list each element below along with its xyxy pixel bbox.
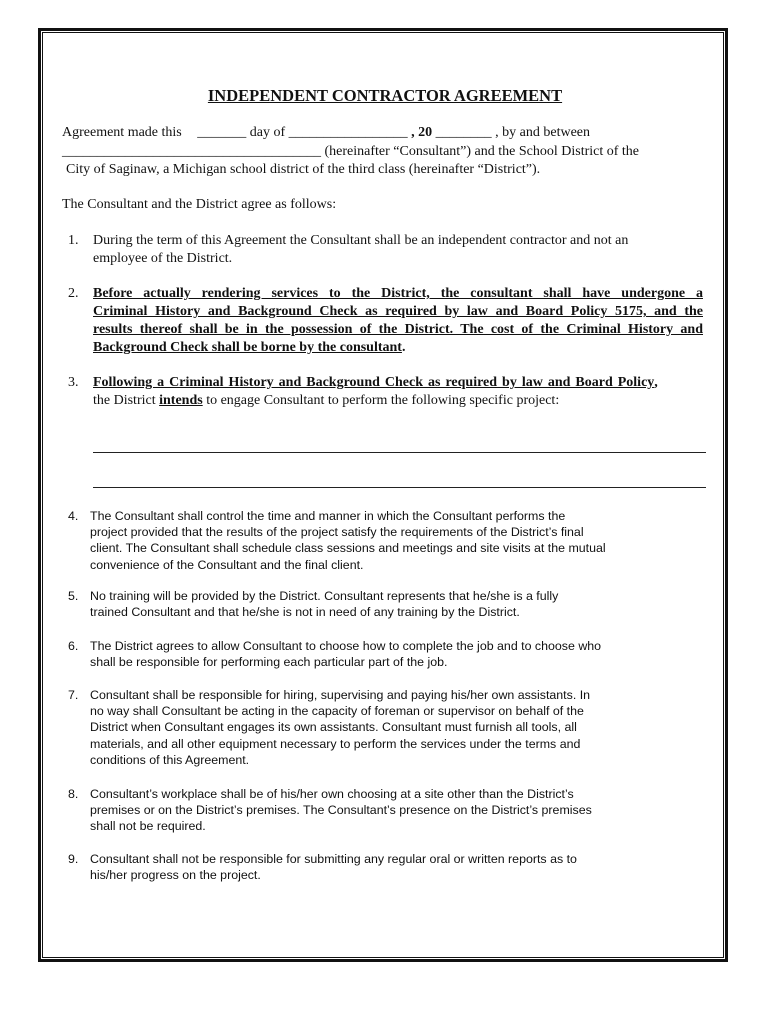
item-2-number: 2. <box>68 286 79 301</box>
item-7-text: Consultant shall be responsible for hiring, supervising and paying his/her own assistants. In no way shall Consultant be acting in the capacity of foreman or supervisor on behalf of the District when Consultant engages its own assistants. Consultant must furnish all tools, all materials, and all other equipment necessary to perform the services under the terms and conditions of this Agreement. <box>90 688 591 767</box>
item-8-text: Consultant’s workplace shall be of his/her own choosing at a site other than the District’s premises or on the District’s premises. The Consultant’s presence on the District’s premises shall not be required. <box>90 787 592 834</box>
intro-day-of: day of <box>249 125 286 140</box>
item-7-number: 7. <box>68 688 79 702</box>
blank-consultant-name-field[interactable]: _____________________________________ <box>62 144 321 159</box>
intro-hereinafter-consultant: (hereinafter “Consultant”) and the School District of the <box>324 144 640 159</box>
item-6-number: 6. <box>68 639 79 653</box>
item-9-text: Consultant shall not be responsible for submitting any regular oral or written reports as to his/her progress on the project. <box>90 852 577 883</box>
intro-comma-20: , 20 <box>411 125 433 140</box>
item-1-text: During the term of this Agreement the Consultant shall be an independent contractor and not an employee of the District. <box>93 233 629 266</box>
intro-line-1 <box>62 124 590 142</box>
item-9-number: 9. <box>68 852 79 866</box>
item-4-number: 4. <box>68 509 79 523</box>
intro-line-2 <box>62 143 639 161</box>
item-8-number: 8. <box>68 787 79 801</box>
item-1-number: 1. <box>68 233 79 248</box>
document-title: INDEPENDENT CONTRACTOR AGREEMENT <box>207 86 563 105</box>
project-description-line-2[interactable] <box>93 487 706 488</box>
blank-day-field[interactable]: _______ <box>197 125 247 140</box>
item-5-text: No training will be provided by the District. Consultant represents that he/she is a fully trained Consultant and that he/she is not in need of any training by the District. <box>90 589 559 620</box>
item-3-number: 3. <box>68 375 79 390</box>
project-description-line-1[interactable] <box>93 452 706 453</box>
item-6-text: The District agrees to allow Consultant to choose how to complete the job and to choose who shall be responsible for performing each particular part of the job. <box>90 639 602 670</box>
blank-year-field[interactable]: ________ <box>435 125 492 140</box>
intro-by-between: , by and between <box>495 125 590 140</box>
item-5-number: 5. <box>68 589 79 603</box>
item-4-text: The Consultant shall control the time and manner in which the Consultant performs the project provided that the results of the project satisfy the requirements of the District’s final client. The Consultant shall schedule class sessions and meetings and site visits at the mutual convenience of the Consultant and the final client. <box>90 509 606 572</box>
item-3-text: Following a Criminal History and Background Check as required by law and Board Policy, the District intends to engage Consultant to perform the following specific project: <box>93 375 658 408</box>
intro-line-3: City of Saginaw, a Michigan school district of the third class (hereinafter “District”). <box>66 162 541 177</box>
agree-as-follows: The Consultant and the District agree as follows: <box>62 197 337 212</box>
item-2-text: Before actually rendering services to the District, the consultant shall have undergone a Criminal History and Background Check as required by law and Board Policy 5175, and the results thereof shall be in the possession of the District. The cost of the Criminal History and Background Check shall be borne by the consultant. <box>93 286 703 355</box>
intro-made-this: Agreement made this <box>62 125 182 140</box>
blank-month-field[interactable]: _________________ <box>288 125 408 140</box>
